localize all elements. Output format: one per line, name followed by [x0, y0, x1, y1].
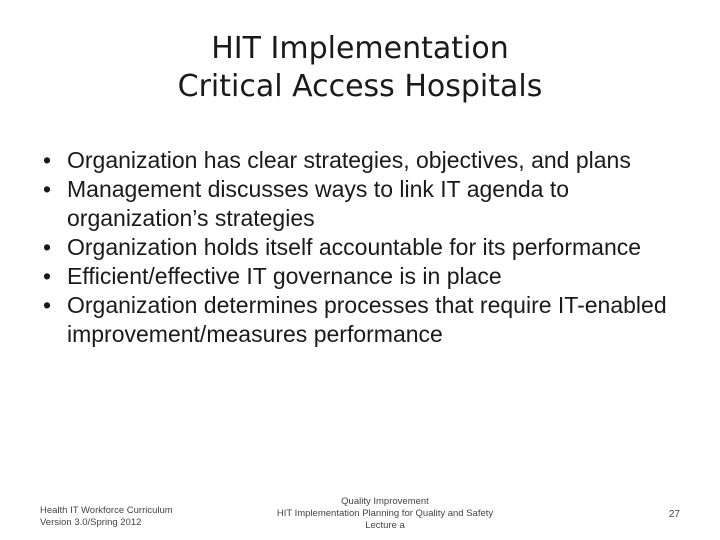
bullet-item — [40, 233, 700, 262]
bullet-text: Organization holds itself accountable for its performance — [67, 234, 642, 260]
footer-lecture-line-1: Quality Improvement — [341, 496, 429, 507]
footer-curriculum-line-1: Health IT Workforce Curriculum — [40, 505, 173, 516]
bullet-item — [40, 146, 700, 175]
bullet-icon: • — [43, 147, 52, 173]
bullet-text: Efficient/effective IT governance is in place — [67, 263, 502, 289]
bullet-list — [40, 146, 700, 349]
bullet-text: Management discusses ways to link IT agenda to organization’s strategies — [67, 176, 570, 231]
slide-title-line-1: HIT Implementation — [211, 31, 509, 66]
footer-curriculum-line-2: Version 3.0/Spring 2012 — [40, 517, 142, 528]
bullet-icon: • — [43, 263, 52, 289]
bullet-item — [40, 291, 700, 349]
slide-title — [0, 30, 720, 106]
bullet-text: Organization determines processes that require IT-enabled improvement/measures performance — [67, 292, 667, 347]
bullet-item — [40, 262, 700, 291]
bullet-icon: • — [43, 234, 52, 260]
slide-title-line-2: Critical Access Hospitals — [177, 69, 543, 104]
footer-lecture-info — [250, 496, 520, 532]
footer-lecture-line-2: HIT Implementation Planning for Quality and Safety — [276, 508, 494, 519]
footer-curriculum — [40, 505, 240, 529]
page-number: 27 — [668, 509, 680, 520]
bullet-icon: • — [43, 292, 52, 318]
footer-lecture-line-3: Lecture a — [365, 520, 405, 531]
bullet-text: Organization has clear strategies, objectives, and plans — [67, 147, 631, 173]
bullet-icon: • — [43, 176, 52, 202]
bullet-item — [40, 175, 700, 233]
